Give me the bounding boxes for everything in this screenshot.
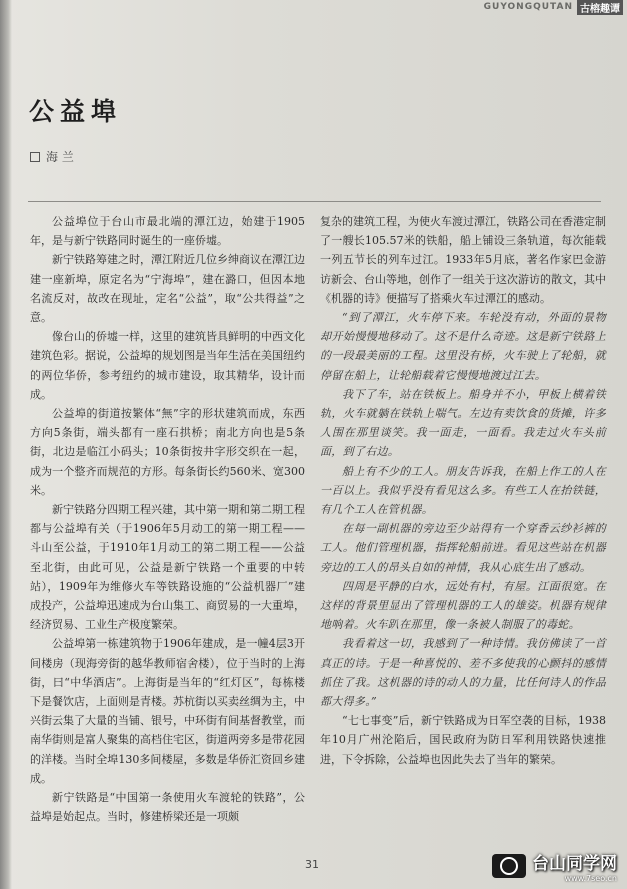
paragraph: 新宁铁路是“中国第一条使用火车渡轮的铁路”，公益埠是始起点。当时，修建桥梁还是一项颇 (30, 791, 305, 824)
quote-paragraph: 我看着这一切，我感到了一种诗情。我仿佛读了一首真正的诗。于是一种喜悦的、差不多使我的心颤抖的感情抓住了我。这机器的诗的动人的力量，比任何诗人的作品都大得多。” (320, 637, 606, 709)
paragraph: 复杂的建筑工程，为使火车渡过潭江，铁路公司在香港定制了一艘长105.57米的铁船，船上铺设三条轨道，每次能载一列五节长的列车过江。1933年5月底，著名作家巴金游访新会、台山等地，创作了一组关于这次游访的散文，其中《机器的诗》便描写了搭乘火车过潭江的感动。 (320, 215, 606, 305)
binding-gutter (0, 0, 12, 889)
site-watermark (492, 849, 617, 883)
quote-paragraph: 四周是平静的白水，远处有村，有屋。江面很宽。在这样的背景里显出了管理机器的工人的雄姿。机器有规律地响着。火车趴在那里，像一条被人制服了的毒蛇。 (320, 579, 606, 632)
square-bullet-icon (30, 152, 40, 162)
paragraph: 像台山的侨墟一样，这里的建筑皆具鲜明的中西文化建筑色彩。据说，公益埠的规划图是当年生活在美国纽约的两位华侨，参考纽约的城市建设，取其精华，设计而成。 (30, 330, 305, 401)
author-line (30, 148, 74, 165)
right-column (320, 212, 606, 769)
quote-paragraph: 我下了车，站在铁板上。船身并不小，甲板上横着铁轨，火车就躺在铁轨上喘气。左边有卖饮食的货摊，许多人围在那里谈笑。我一面走，一面看。我走过火车头前面，到了右边。 (320, 387, 606, 459)
running-header (483, 0, 627, 14)
left-column (30, 212, 305, 827)
paragraph: 公益埠的街道按繁体“無”字的形状建筑而成，东西方向5条街，端头都有一座石拱桥；南北方向也是5条街，北边是临江小码头；10条街按井字形交织在一起，成为一个整齐而规范的方形。每条街长约560米、宽300米。 (30, 407, 305, 497)
quoted-excerpt (320, 308, 606, 711)
paragraph: 公益埠第一栋建筑物于1906年建成，是一幢4层3开间楼房（现海旁街的越华教师宿舍楼），位于当时的上海街，曰“中华酒店”。上海街是当年的“红灯区”，每栋楼下是餐饮店，上面则是青楼。苏杭街以买卖丝绸为主，中兴街云集了大量的当铺、银号，中环街有间基督教堂，而南华街则是富人聚集的高档住宅区，街道两旁多是带花园的洋楼。当时全埠130多间楼屋，多数是华侨汇资回乡建成。 (30, 637, 305, 785)
quote-paragraph: 船上有不少的工人。朋友告诉我，在船上作工的人在一百以上。我似乎没有看见这么多。有些工人在抬铁链，有几个工人在管机器。 (320, 464, 606, 517)
quote-paragraph: 在每一副机器的旁边至少站得有一个穿香云纱衫裤的工人。他们管理机器，指挥轮船前进。看见这些站在机器旁边的工人的昂头自如的神情，我从心底生出了感动。 (320, 522, 606, 574)
page-number: 31 (305, 858, 319, 871)
paragraph: 新宁铁路筹建之时，潭江附近几位乡绅商议在潭江边建一座新埠，原定名为“宁海埠”，建在潞口，但因本地名流反对，故改在现址，定名“公益”，取“公共得益”之意。 (30, 253, 305, 325)
watermark-logo-icon (492, 854, 526, 878)
watermark-name: 台山同学网 (532, 854, 617, 874)
author-name: 海 兰 (46, 150, 74, 164)
series-title-cn: 古榕趣谭 (577, 0, 623, 15)
watermark-url: www.7seo.cn (564, 874, 617, 883)
paragraph: 公益埠位于台山市最北端的潭江边，始建于1905年，是与新宁铁路同时诞生的一座侨墟。 (30, 215, 305, 248)
title-divider (28, 201, 601, 202)
paragraph: “七七事变”后，新宁铁路成为日军空袭的目标，1938年10月广州沦陷后，国民政府为防日军利用铁路快速推进，下令拆除，公益埠也因此失去了当年的繁荣。 (320, 714, 606, 766)
article-title: 公益埠 (29, 97, 123, 126)
quote-paragraph: “到了潭江，火车停下来。车轮没有动，外面的景物却开始慢慢地移动了。这不是什么奇迹。这是新宁铁路上的一段最美丽的工程。这里没有桥，火车驶上了轮船，就停留在船上，让轮船载着它慢慢地渡过江去。 (320, 311, 606, 382)
series-title-en: GUYONGQUTAN (483, 2, 573, 12)
paragraph: 新宁铁路分四期工程兴建，其中第一期和第二期工程都与公益埠有关（于1906年5月动工的第一期工程——斗山至公益，于1910年1月动工的第二期工程——公益至北街，由此可见，公益是新宁铁路一个重要的中转站），1909年为维修火车等铁路设施的“公益机器厂”建成投产，公益埠迅速成为台山集工、商贸易的一大重埠，经济贸易、工业生产极度繁荣。 (30, 503, 305, 632)
